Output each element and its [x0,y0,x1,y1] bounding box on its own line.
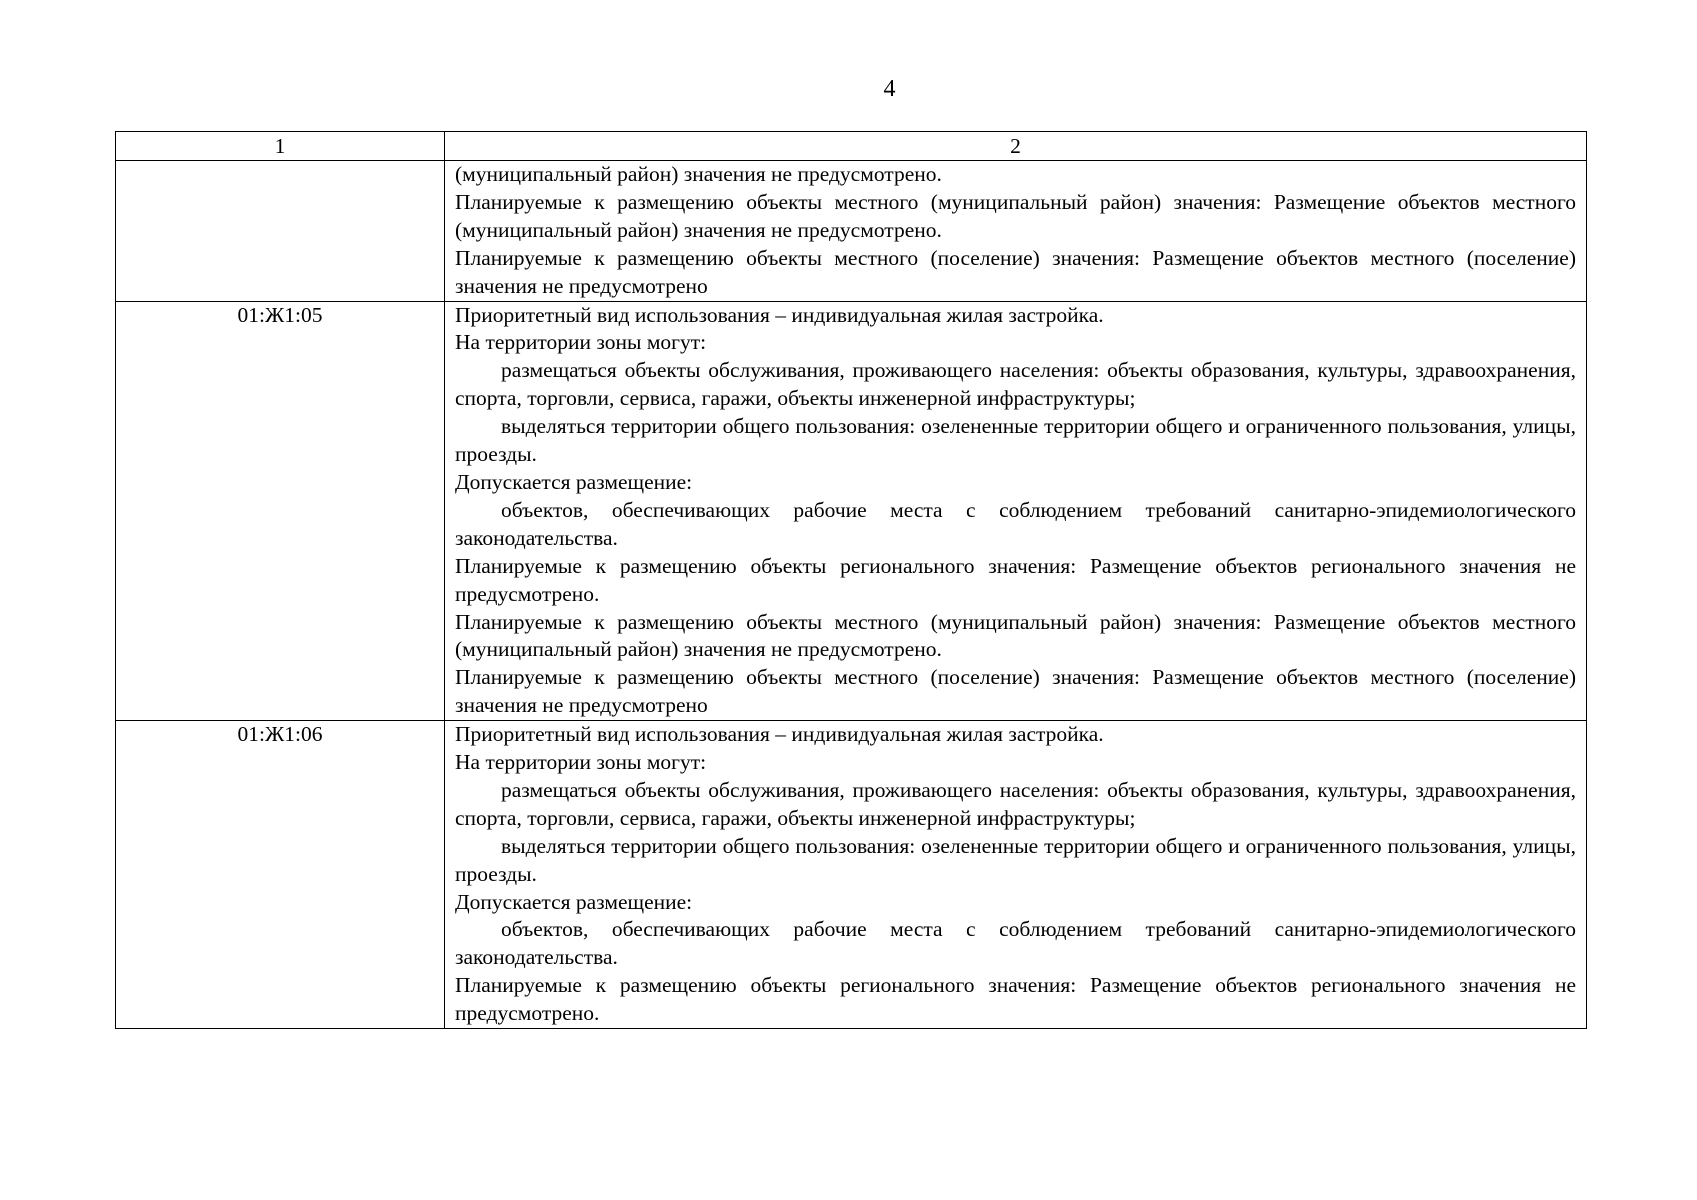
table-header-row [116,132,1587,161]
description-paragraph: размещаться объекты обслуживания, проживающего населения: объекты образования, культуры, здравоохранения, спорта, торговли, сервиса, гаражи, объекты инженерной инфраструктуры; [455,777,1576,830]
zone-description-cell [445,161,1587,302]
table-row [116,301,1587,721]
zone-description-cell [445,301,1587,721]
description-paragraph: Планируемые к размещению объекты местного (поселение) значения: Размещение объектов местного (поселение) значения не предусмотрено [455,245,1576,298]
page-number: 4 [883,76,896,102]
description-paragraph: Допускается размещение: [455,469,693,494]
description-paragraph: Планируемые к размещению объекты местного (муниципальный район) значения: Размещение объектов местного (муниципальный район) значения не предусмотрено. [455,189,1576,242]
zone-code-cell: 01:Ж1:05 [116,301,445,721]
description-paragraph: Допускается размещение: [455,889,693,914]
zone-code-cell: 01:Ж1:06 [116,721,445,1029]
zone-code-cell [116,161,445,302]
description-paragraph: Планируемые к размещению объекты регионального значения: Размещение объектов регионального значения не предусмотрено. [455,973,1576,1026]
description-paragraph: объектов, обеспечивающих рабочие места с соблюдением требований санитарно-эпидемиологического законодательства. [455,497,1576,550]
table-row [116,161,1587,302]
table-row [116,721,1587,1029]
description-paragraph: Планируемые к размещению объекты местного (поселение) значения: Размещение объектов местного (поселение) значения не предусмотрено [455,665,1576,718]
description-paragraph: Приоритетный вид использования – индивидуальная жилая застройка. [455,722,1104,747]
column-header-1: 1 [116,132,445,161]
description-paragraph: размещаться объекты обслуживания, проживающего населения: объекты образования, культуры, здравоохранения, спорта, торговли, сервиса, гаражи, объекты инженерной инфраструктуры; [455,358,1576,411]
description-paragraph: выделяться территории общего пользования: озелененные территории общего и ограниченного пользования, улицы, проезды. [455,833,1576,886]
description-paragraph: выделяться территории общего пользования: озелененные территории общего и ограниченного пользования, улицы, проезды. [455,414,1576,467]
description-paragraph: Планируемые к размещению объекты регионального значения: Размещение объектов регионального значения не предусмотрено. [455,553,1576,606]
description-paragraph: На территории зоны могут: [455,750,707,775]
description-paragraph: На территории зоны могут: [455,330,707,355]
zones-table [115,131,1587,1029]
description-paragraph: (муниципальный район) значения не предусмотрено. [455,162,942,186]
column-header-2: 2 [445,132,1587,161]
description-paragraph: Планируемые к размещению объекты местного (муниципальный район) значения: Размещение объектов местного (муниципальный район) значения не предусмотрено. [455,609,1576,662]
description-paragraph: объектов, обеспечивающих рабочие места с соблюдением требований санитарно-эпидемиологического законодательства. [455,917,1576,970]
description-paragraph: Приоритетный вид использования – индивидуальная жилая застройка. [455,302,1104,327]
zone-description-cell [445,721,1587,1029]
table-body [116,161,1587,1029]
